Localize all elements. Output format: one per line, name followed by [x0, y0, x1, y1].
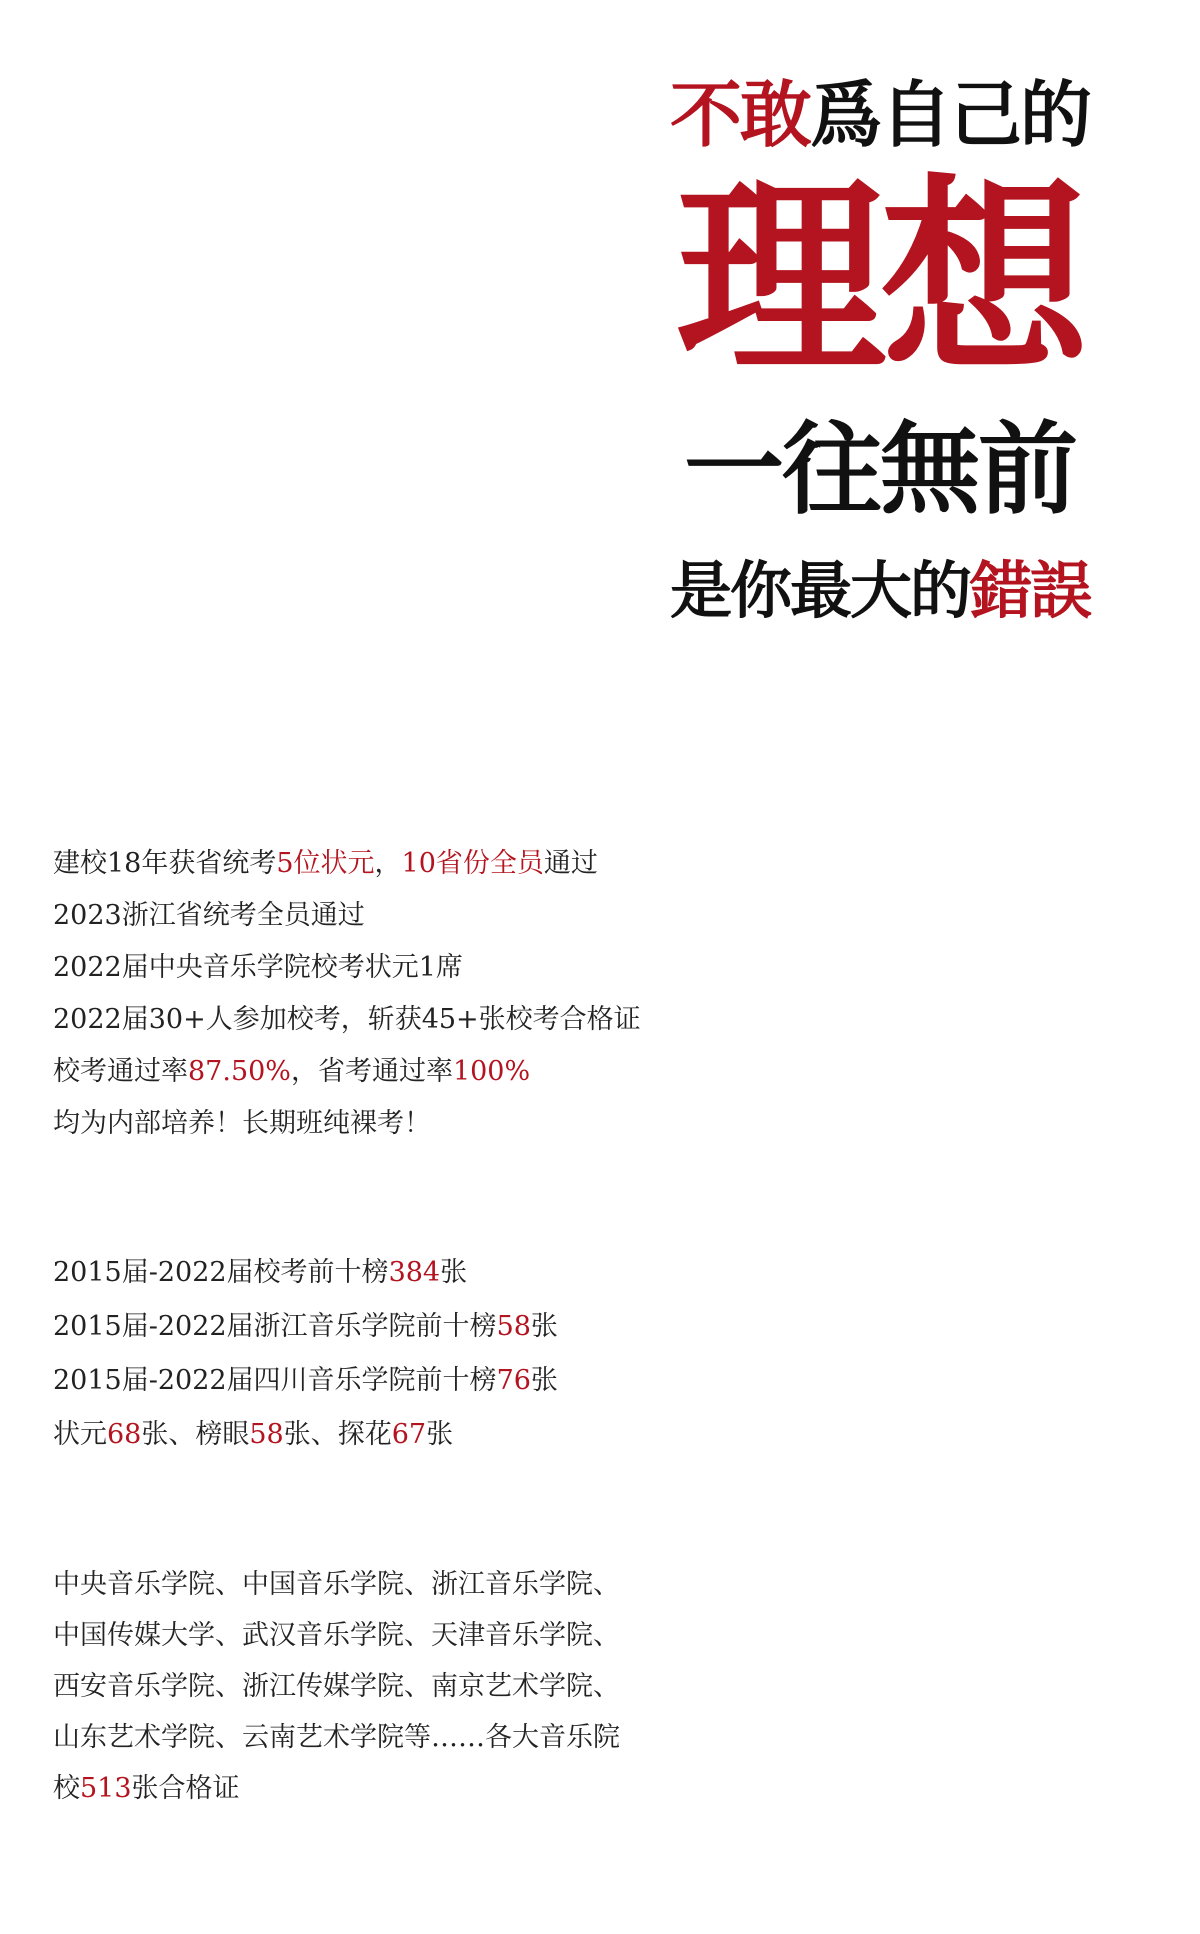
achievements-section — [53, 838, 753, 1150]
headline-red-prefix: 不敢 — [669, 73, 810, 157]
highlight: 67 — [391, 1419, 427, 1450]
ranking-line — [53, 1354, 753, 1408]
headline-line-1 — [650, 70, 1110, 160]
highlight: 58 — [249, 1419, 284, 1450]
headline-black-suffix: 爲自己的 — [810, 73, 1091, 157]
highlight: 100% — [452, 1056, 531, 1087]
text-segment: 校 — [53, 1773, 80, 1804]
text-segment: 2015届-2022届校考前十榜 — [53, 1257, 389, 1288]
schools-section — [53, 1559, 753, 1814]
highlight: 68 — [107, 1419, 142, 1450]
ranking-line — [53, 1246, 753, 1300]
text-segment: 张 — [530, 1311, 558, 1342]
achievement-line — [53, 1046, 753, 1098]
rankings-section — [53, 1246, 753, 1462]
highlight: 76 — [496, 1365, 531, 1396]
text-segment: 张 — [530, 1365, 558, 1396]
text-segment: ，省考通过率 — [290, 1056, 453, 1087]
achievement-line: 2023浙江省统考全员通过 — [53, 900, 365, 931]
text-segment: 张 — [440, 1257, 468, 1288]
text-segment: 张、探花 — [283, 1419, 392, 1450]
achievement-line: 2022届30+人参加校考，斩获45+张校考合格证 — [53, 1004, 641, 1035]
headline-line-3: 一往無前 — [684, 411, 1076, 528]
achievement-line: 2022届中央音乐学院校考状元1席 — [53, 952, 463, 983]
text-segment: 2015届-2022届四川音乐学院前十榜 — [53, 1365, 497, 1396]
highlight: 58 — [496, 1311, 531, 1342]
headline-line-4 — [650, 550, 1110, 632]
school-line — [53, 1763, 753, 1814]
achievement-line — [53, 838, 753, 890]
text-segment: 张合格证 — [131, 1773, 240, 1804]
text-segment: 2015届-2022届浙江音乐学院前十榜 — [53, 1311, 497, 1342]
school-line: 山东艺术学院、云南艺术学院等……各大音乐院 — [53, 1722, 620, 1753]
highlight: 513 — [80, 1773, 132, 1804]
achievement-line: 均为内部培养！长期班纯裸考！ — [53, 1108, 431, 1139]
text-segment: 张、榜眼 — [141, 1419, 250, 1450]
text-segment: ， — [374, 848, 402, 879]
highlight: 384 — [388, 1257, 441, 1288]
text-segment: 张 — [426, 1419, 454, 1450]
ranking-line — [53, 1408, 753, 1462]
headline — [650, 70, 1110, 632]
text-segment: 状元 — [53, 1419, 107, 1450]
highlight: 5位状元 — [276, 848, 375, 879]
headline-dream: 理想 — [675, 157, 1084, 402]
ranking-line — [53, 1300, 753, 1354]
headline-red-suffix: 錯誤 — [970, 554, 1091, 627]
text-segment: 通过 — [543, 848, 598, 879]
highlight: 10省份全员 — [401, 848, 544, 879]
school-line: 中央音乐学院、中国音乐学院、浙江音乐学院、 — [53, 1569, 620, 1600]
text-segment: 校考通过率 — [53, 1056, 188, 1087]
school-line: 中国传媒大学、武汉音乐学院、天津音乐学院、 — [53, 1620, 620, 1651]
school-line: 西安音乐学院、浙江传媒学院、南京艺术学院、 — [53, 1671, 620, 1702]
highlight: 87.50% — [188, 1056, 291, 1087]
text-segment: 建校18年获省统考 — [53, 848, 277, 879]
headline-black-prefix: 是你最大的 — [669, 554, 970, 627]
